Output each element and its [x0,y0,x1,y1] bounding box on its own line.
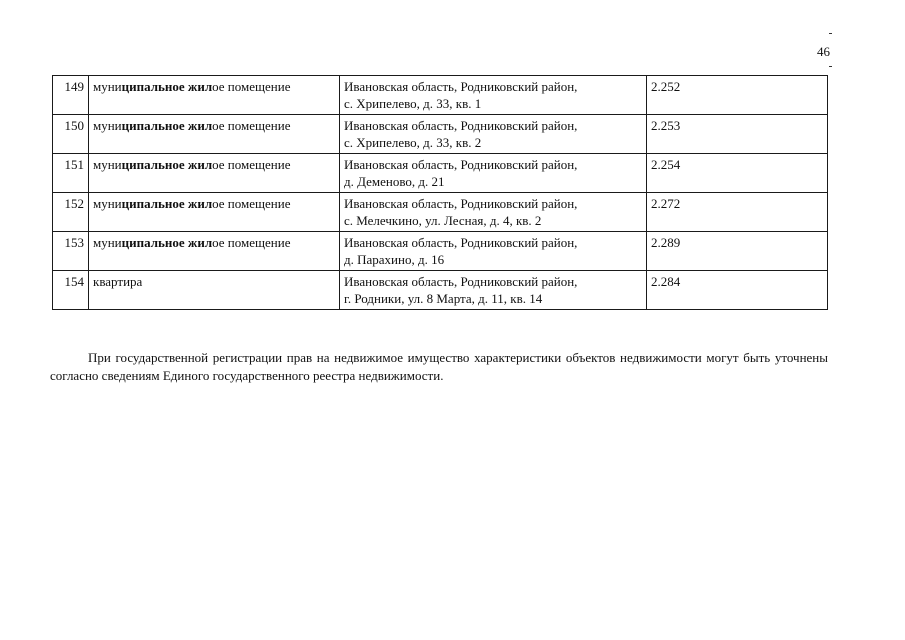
object-address [340,76,647,115]
scan-mark-top [829,33,832,34]
scan-mark-bottom [829,66,832,67]
object-name-start: муни [93,118,122,133]
object-name-mid: ципальное жил [121,235,213,250]
object-code: 2.289 [647,232,828,271]
object-name-end: ое помещение [212,235,291,250]
address-line-1: Ивановская область, Родниковский район, [344,196,578,211]
row-number: 149 [53,76,89,115]
address-line-1: Ивановская область, Родниковский район, [344,79,578,94]
object-address [340,271,647,310]
object-name-end: ое помещение [212,79,291,94]
object-name [89,76,340,115]
object-name-end: ое помещение [212,196,291,211]
table-row [53,193,828,232]
object-address [340,154,647,193]
table-row [53,232,828,271]
object-name [89,154,340,193]
object-code: 2.252 [647,76,828,115]
registration-note: При государственной регистрации прав на недвижимое имущество характеристики объектов недвижимости могут быть уточнены согласно сведениям Единого государственного реестра недвижимости. [50,350,828,383]
object-name-end: ое помещение [212,118,291,133]
object-name-start: квартира [93,274,143,289]
object-name-mid: ципальное жил [121,196,213,211]
object-address [340,193,647,232]
object-name [89,193,340,232]
table-row [53,154,828,193]
object-name-mid: ципальное жил [121,157,213,172]
row-number: 150 [53,115,89,154]
address-line-2: с. Хрипелево, д. 33, кв. 2 [344,135,482,150]
address-line-2: с. Мелечкино, ул. Лесная, д. 4, кв. 2 [344,213,542,228]
address-line-2: д. Парахино, д. 16 [344,252,445,267]
object-name-start: муни [93,235,122,250]
object-address [340,115,647,154]
object-name-start: муни [93,79,122,94]
object-name-start: муни [93,196,122,211]
object-name-start: муни [93,157,122,172]
row-number: 154 [53,271,89,310]
object-code: 2.254 [647,154,828,193]
page-number: 46 [817,44,830,59]
object-code: 2.272 [647,193,828,232]
property-table [52,75,828,310]
object-name-mid: ципальное жил [121,118,213,133]
address-line-1: Ивановская область, Родниковский район, [344,235,578,250]
address-line-2: д. Деменово, д. 21 [344,174,445,189]
address-line-1: Ивановская область, Родниковский район, [344,274,578,289]
property-table-body [53,76,828,310]
row-number: 151 [53,154,89,193]
object-code: 2.253 [647,115,828,154]
row-number: 153 [53,232,89,271]
address-line-2: с. Хрипелево, д. 33, кв. 1 [344,96,482,111]
object-name-mid: ципальное жил [121,79,213,94]
object-name [89,232,340,271]
address-line-1: Ивановская область, Родниковский район, [344,157,578,172]
object-name [89,271,340,310]
object-name [89,115,340,154]
address-line-2: г. Родники, ул. 8 Марта, д. 11, кв. 14 [344,291,543,306]
object-address [340,232,647,271]
table-row [53,76,828,115]
address-line-1: Ивановская область, Родниковский район, [344,118,578,133]
row-number: 152 [53,193,89,232]
table-row [53,115,828,154]
table-row [53,271,828,310]
object-name-end: ое помещение [212,157,291,172]
object-code: 2.284 [647,271,828,310]
